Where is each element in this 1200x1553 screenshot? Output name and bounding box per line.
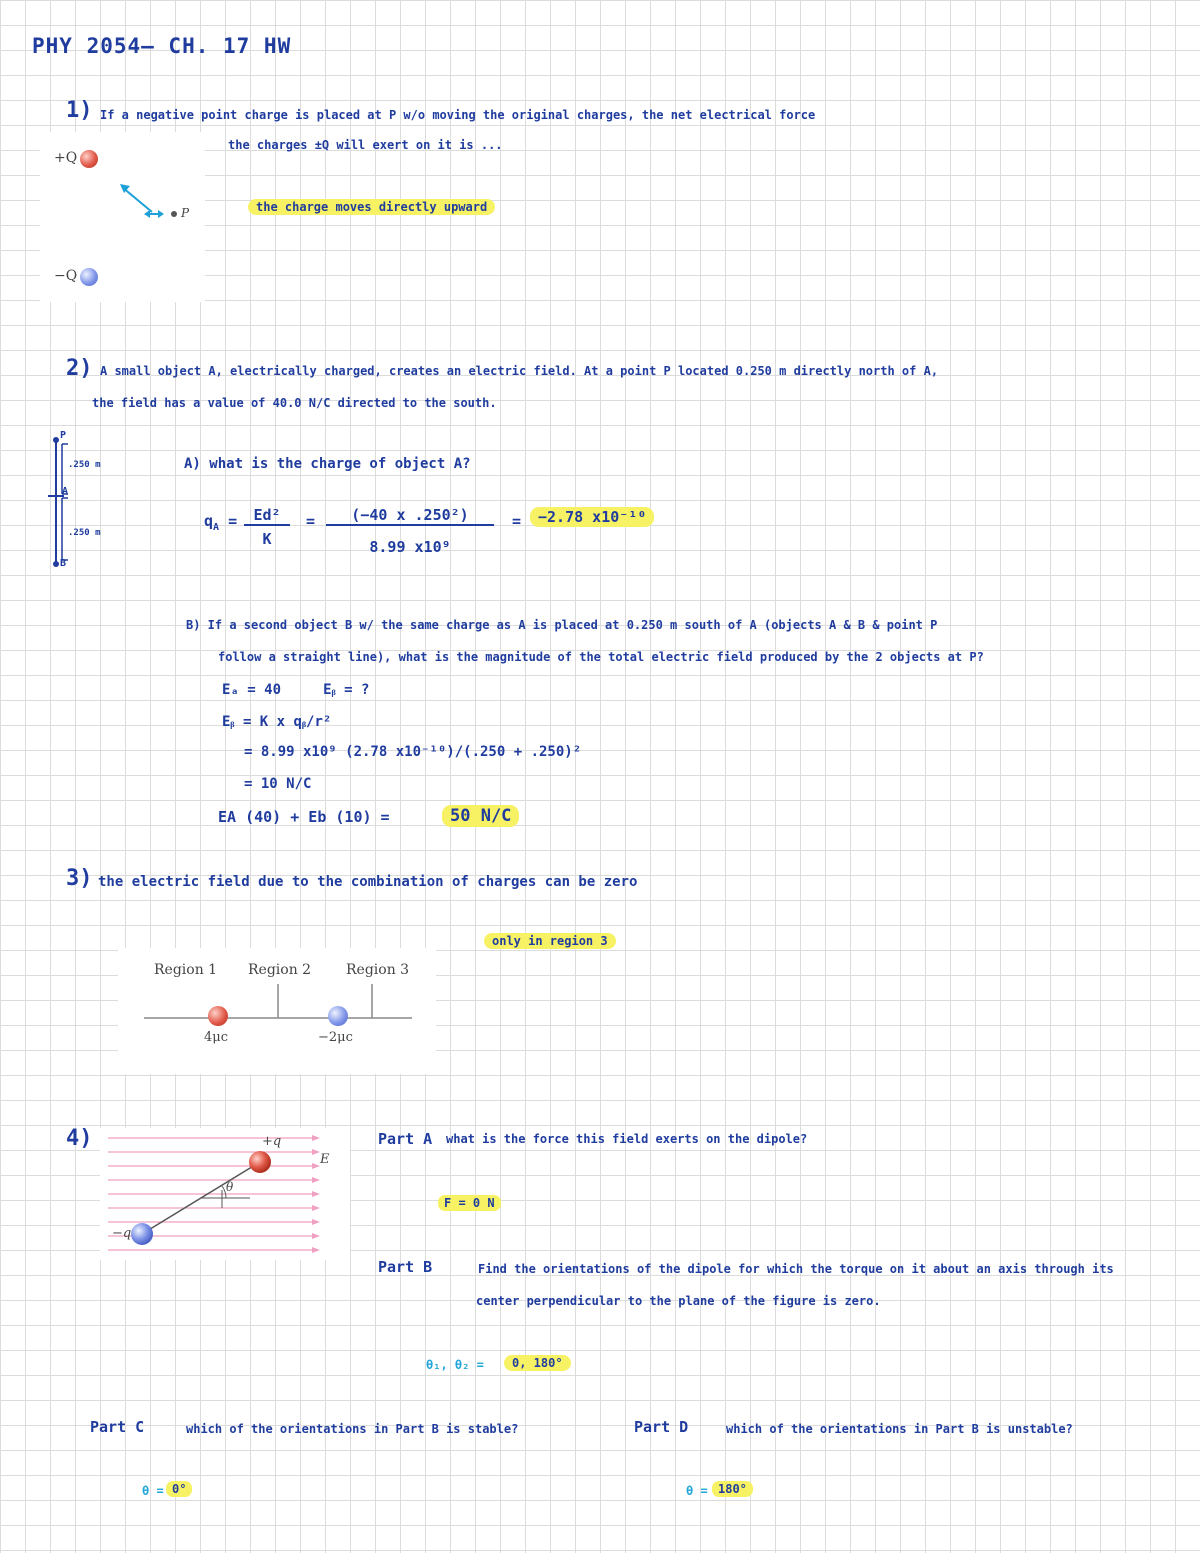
q4-part-c-label: Part C (90, 1418, 145, 1436)
fraction-2-numerator: (−40 x .250²) (326, 506, 494, 526)
q4-part-c-answer-label: θ = (142, 1484, 164, 1498)
question-4-figure (100, 1128, 350, 1260)
question-2-part-b-line1: B) If a second object B w/ the same charge as A is placed at 0.250 m south of A (objects A & B & point P (186, 618, 938, 632)
charge-formula (204, 512, 237, 533)
q4-part-d-answer-highlight: 180° (712, 1481, 753, 1497)
question-1-figure (40, 132, 205, 302)
work-line-5: EA (40) + Eb (10) = (218, 808, 390, 826)
fraction-1-numerator: Ed² (244, 506, 290, 526)
q4-part-d-answer-label: θ = (686, 1484, 708, 1498)
positive-charge-4uc (208, 1006, 228, 1026)
question-2-text-line2: the field has a value of 40.0 N/C directed to the south. (92, 396, 497, 410)
point-b-label: B (60, 558, 67, 569)
part-b-answer (442, 806, 519, 826)
q4-part-a-answer-highlight: F = 0 N (438, 1195, 501, 1211)
minus-q-dipole-label: −q (112, 1226, 132, 1241)
q4-part-d-answer (712, 1482, 753, 1496)
formula-eq-2: = (306, 512, 316, 530)
q4-part-c-answer-highlight: 0° (166, 1481, 192, 1497)
field-e-label: E (320, 1152, 330, 1167)
region-2-label: Region 2 (248, 962, 312, 978)
point-p-label: P (181, 206, 190, 220)
q4-part-a-answer (438, 1196, 501, 1210)
dipole-field-diagram (100, 1128, 350, 1260)
fraction-2-denominator: 8.99 x10⁹ (369, 538, 451, 556)
question-2-figure (44, 430, 124, 570)
work-line-3: = 8.99 x10⁹ (2.78 x10⁻¹⁰)/(.250 + .250)² (244, 744, 582, 760)
question-1-answer (248, 200, 495, 214)
formula-lhs: q (204, 512, 214, 530)
q4-part-b-label: Part B (378, 1258, 433, 1276)
distance-pa-label: .250 m (68, 460, 101, 470)
work-line-1: Eₐ = 40 Eᵦ = ? (222, 682, 370, 698)
negative-charge-2uc (328, 1006, 348, 1026)
q4-part-b-line2: center perpendicular to the plane of the figure is zero. (476, 1294, 881, 1308)
q4-part-a-question-text: what is the force this field exerts on the dipole? (446, 1132, 808, 1146)
negative-charge-ball (80, 268, 98, 286)
q4-part-b-line1: Find the orientations of the dipole for which the torque on it about an axis through its (478, 1262, 1114, 1276)
theta-label: θ (226, 1180, 234, 1194)
positive-charge-ball (80, 150, 98, 168)
region-3-label: Region 3 (346, 962, 410, 978)
question-3-number: 3) (66, 866, 93, 891)
charge-neg2uc-label: −2μc (318, 1030, 353, 1045)
question-3-figure (118, 948, 436, 1074)
question-1-text-line2: the charges ±Q will exert on it is ... (228, 138, 503, 152)
part-a-answer (530, 508, 654, 526)
pab-line-diagram (44, 430, 124, 570)
question-2-number: 2) (66, 356, 93, 381)
plus-q-dipole-label: +q (262, 1134, 282, 1149)
region-1-label: Region 1 (154, 962, 218, 978)
formula-lhs-sub: A (213, 522, 220, 533)
q4-part-b-answer-label: θ₁, θ₂ = (426, 1358, 484, 1372)
question-2-text-line1: A small object A, electrically charged, creates an electric field. At a point P located 0.250 m directly north of A, (100, 364, 939, 378)
q4-part-c-question: which of the orientations in Part B is stable? (186, 1422, 519, 1436)
plus-q-label: +Q (54, 150, 78, 166)
question-1-number: 1) (66, 98, 93, 123)
part-b-answer-highlight: 50 N/C (442, 805, 519, 827)
question-2-part-a-text: A) what is the charge of object A? (184, 456, 471, 472)
question-4-number: 4) (66, 1126, 93, 1151)
q4-part-c-answer (166, 1482, 192, 1496)
work-line-4: = 10 N/C (244, 776, 312, 792)
q4-part-a-question (446, 1132, 807, 1146)
question-2-part-b-line2: follow a straight line), what is the magnitude of the total electric field produced by the 2 objects at P? (218, 650, 984, 664)
formula-eq-1: = (228, 512, 238, 530)
minus-q-label: −Q (54, 268, 78, 284)
question-3-text: the electric field due to the combination of charges can be zero (98, 874, 638, 890)
q4-part-b-answer (504, 1356, 571, 1370)
q4-part-a-label: Part A (378, 1130, 433, 1148)
q4-part-b-answer-highlight: 0, 180° (504, 1355, 571, 1371)
point-p-label-2: P (60, 430, 67, 441)
q4-part-d-label: Part D (634, 1418, 689, 1436)
formula-eq-3: = (512, 512, 522, 530)
question-3-answer (484, 934, 616, 948)
question-1-text-line1: If a negative point charge is placed at P w/o moving the original charges, the net electrical force (100, 108, 816, 122)
question-1-answer-highlight: the charge moves directly upward (248, 199, 495, 215)
part-a-answer-highlight: −2.78 x10⁻¹⁰ (530, 507, 654, 527)
page-title: PHY 2054— CH. 17 HW (32, 34, 292, 58)
charge-4uc-label: 4μc (204, 1030, 229, 1045)
fraction-1-denominator: K (262, 530, 272, 548)
point-a-label: A (62, 486, 69, 497)
question-3-answer-highlight: only in region 3 (484, 933, 616, 949)
distance-ab-label: .250 m (68, 528, 101, 538)
q4-part-d-question: which of the orientations in Part B is unstable? (726, 1422, 1073, 1436)
work-line-2: Eᵦ = K x qᵦ/r² (222, 714, 332, 730)
